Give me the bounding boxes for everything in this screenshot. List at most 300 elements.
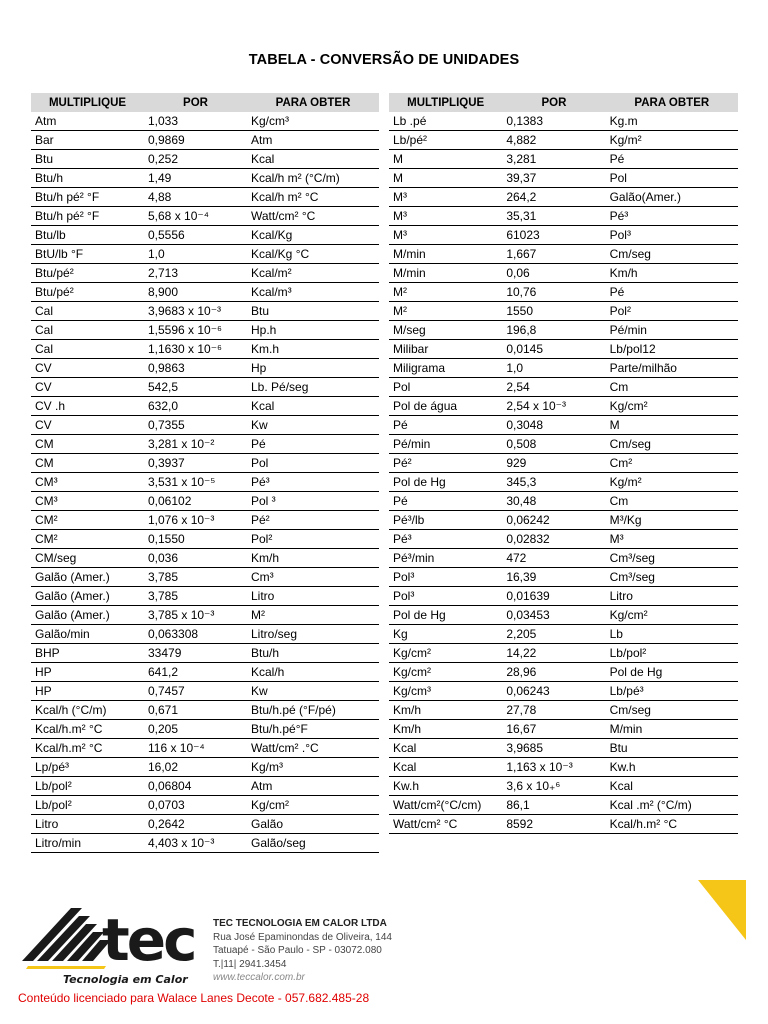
cell-multiplique: Bar (31, 131, 144, 150)
cell-para-obter: Lb/pol12 (606, 340, 738, 359)
table-row (31, 283, 379, 302)
cell-por: 0,508 (502, 435, 605, 454)
cell-para-obter: Kw (247, 682, 379, 701)
cell-para-obter: Kcal .m² (°C/m) (606, 796, 738, 815)
cell-para-obter: Lb/pol² (606, 644, 738, 663)
table-row (31, 739, 379, 758)
cell-para-obter: Kcal/h m² (°C/m) (247, 169, 379, 188)
cell-por: 2,54 (502, 378, 605, 397)
table-row (31, 378, 379, 397)
cell-por: 2,713 (144, 264, 247, 283)
cell-para-obter: Kw (247, 416, 379, 435)
cell-multiplique: M/min (389, 245, 502, 264)
cell-por: 0,3048 (502, 416, 605, 435)
cell-multiplique: CV .h (31, 397, 144, 416)
cell-para-obter: Kcal/Kg (247, 226, 379, 245)
table-row (389, 302, 738, 321)
cell-para-obter: Pé/min (606, 321, 738, 340)
cell-por: 472 (502, 549, 605, 568)
cell-por: 5,68 x 10⁻⁴ (144, 207, 247, 226)
table-row (389, 663, 738, 682)
table-header-row (389, 93, 738, 112)
cell-multiplique: Pé³ (389, 530, 502, 549)
table-row (389, 549, 738, 568)
cell-para-obter: Parte/milhão (606, 359, 738, 378)
cell-para-obter: Btu/h.pé°F (247, 720, 379, 739)
cell-multiplique: Pol³ (389, 568, 502, 587)
cell-por: 264,2 (502, 188, 605, 207)
cell-por: 1,0 (144, 245, 247, 264)
cell-multiplique: M/min (389, 264, 502, 283)
cell-multiplique: Galão (Amer.) (31, 568, 144, 587)
cell-por: 0,671 (144, 701, 247, 720)
cell-multiplique: Cal (31, 340, 144, 359)
cell-por: 0,06 (502, 264, 605, 283)
cell-por: 1,033 (144, 112, 247, 131)
cell-por: 929 (502, 454, 605, 473)
cell-para-obter: Pé (606, 150, 738, 169)
cell-para-obter: Kg/cm² (247, 796, 379, 815)
cell-para-obter: Kcal (247, 397, 379, 416)
table-row (31, 796, 379, 815)
table-row (389, 796, 738, 815)
cell-multiplique: CM² (31, 530, 144, 549)
table-row (389, 701, 738, 720)
cell-multiplique: Milibar (389, 340, 502, 359)
cell-multiplique: CV (31, 378, 144, 397)
table-row (31, 245, 379, 264)
table-row (31, 777, 379, 796)
cell-para-obter: Km/h (247, 549, 379, 568)
cell-por: 16,67 (502, 720, 605, 739)
cell-multiplique: Galão (Amer.) (31, 606, 144, 625)
cell-para-obter: Kg/cm² (606, 397, 738, 416)
cell-por: 8592 (502, 815, 605, 834)
cell-multiplique: Btu/h pé² °F (31, 188, 144, 207)
page-title: TABELA - CONVERSÃO DE UNIDADES (248, 52, 520, 68)
table-row (389, 454, 738, 473)
cell-para-obter: Km/h (606, 264, 738, 283)
table-row (31, 663, 379, 682)
cell-multiplique: Km/h (389, 720, 502, 739)
cell-multiplique: Miligrama (389, 359, 502, 378)
cell-multiplique: Kcal/h.m² °C (31, 720, 144, 739)
cell-por: 0,3937 (144, 454, 247, 473)
table-row (389, 207, 738, 226)
cell-para-obter: Litro/seg (247, 625, 379, 644)
cell-para-obter: M (606, 416, 738, 435)
cell-por: 641,2 (144, 663, 247, 682)
cell-por: 0,03453 (502, 606, 605, 625)
cell-para-obter: Kg/cm² (606, 606, 738, 625)
cell-para-obter: Watt/cm² °C (247, 207, 379, 226)
cell-por: 0,7457 (144, 682, 247, 701)
cell-multiplique: Btu/lb (31, 226, 144, 245)
table-row (389, 112, 738, 131)
cell-por: 35,31 (502, 207, 605, 226)
cell-multiplique: CM³ (31, 473, 144, 492)
cell-por: 16,02 (144, 758, 247, 777)
cell-por: 0,02832 (502, 530, 605, 549)
table-row (31, 758, 379, 777)
table-row (389, 264, 738, 283)
cell-multiplique: M² (389, 302, 502, 321)
cell-para-obter: Pol ³ (247, 492, 379, 511)
cell-multiplique: Pé³/min (389, 549, 502, 568)
cell-para-obter: Kcal/m² (247, 264, 379, 283)
cell-multiplique: HP (31, 663, 144, 682)
cell-multiplique: BtU/lb °F (31, 245, 144, 264)
cell-multiplique: CM² (31, 511, 144, 530)
cell-para-obter: Kg/m³ (247, 758, 379, 777)
cell-por: 3,531 x 10⁻⁵ (144, 473, 247, 492)
table-row (389, 416, 738, 435)
cell-multiplique: Pol de Hg (389, 606, 502, 625)
table-row (389, 150, 738, 169)
table-row (31, 302, 379, 321)
cell-multiplique: Atm (31, 112, 144, 131)
cell-por: 0,1550 (144, 530, 247, 549)
cell-multiplique: M (389, 169, 502, 188)
cell-multiplique: CV (31, 359, 144, 378)
cell-por: 2,54 x 10⁻³ (502, 397, 605, 416)
table-row (31, 264, 379, 283)
table-row (31, 397, 379, 416)
cell-para-obter: Kcal/h m² °C (247, 188, 379, 207)
header-para-obter: PARA OBTER (606, 93, 738, 112)
cell-multiplique: Pé (389, 416, 502, 435)
table-row (389, 245, 738, 264)
table-row (389, 720, 738, 739)
cell-multiplique: Btu/h pé² °F (31, 207, 144, 226)
logo-stripes-icon (22, 908, 111, 969)
cell-por: 10,76 (502, 283, 605, 302)
cell-para-obter: Galão(Amer.) (606, 188, 738, 207)
cell-para-obter: Watt/cm² .°C (247, 739, 379, 758)
cell-multiplique: Cal (31, 302, 144, 321)
table-row (31, 644, 379, 663)
table-row (31, 435, 379, 454)
table-row (389, 815, 738, 834)
cell-por: 16,39 (502, 568, 605, 587)
cell-multiplique: Lb/pé² (389, 131, 502, 150)
table-row (31, 226, 379, 245)
cell-por: 542,5 (144, 378, 247, 397)
table-row (31, 340, 379, 359)
cell-multiplique: Btu/pé² (31, 283, 144, 302)
conversion-table-left (31, 93, 379, 853)
cell-para-obter: Cm³ (247, 568, 379, 587)
cell-para-obter: Pol² (606, 302, 738, 321)
table-row (31, 815, 379, 834)
table-row (31, 454, 379, 473)
cell-para-obter: Cm/seg (606, 245, 738, 264)
cell-por: 1,5596 x 10⁻⁶ (144, 321, 247, 340)
table-row (389, 777, 738, 796)
cell-para-obter: Atm (247, 777, 379, 796)
table-row (389, 283, 738, 302)
logo-wordmark: tec (102, 906, 195, 974)
cell-multiplique: Pol (389, 378, 502, 397)
cell-multiplique: Galão/min (31, 625, 144, 644)
cell-por: 1,49 (144, 169, 247, 188)
cell-para-obter: Km.h (247, 340, 379, 359)
cell-por: 0,252 (144, 150, 247, 169)
cell-por: 3,6 x 10₊⁶ (502, 777, 605, 796)
cell-para-obter: Lb. Pé/seg (247, 378, 379, 397)
cell-para-obter: Cm² (606, 454, 738, 473)
table-row (389, 378, 738, 397)
table-row (389, 397, 738, 416)
table-row (31, 530, 379, 549)
cell-multiplique: Kg/cm³ (389, 682, 502, 701)
cell-por: 86,1 (502, 796, 605, 815)
table-row (31, 416, 379, 435)
cell-multiplique: Watt/cm²(°C/cm) (389, 796, 502, 815)
cell-por: 39,37 (502, 169, 605, 188)
cell-para-obter: Pé³ (247, 473, 379, 492)
table-row (389, 606, 738, 625)
cell-para-obter: Litro (606, 587, 738, 606)
table-row (31, 473, 379, 492)
cell-para-obter: Kcal/h.m² °C (606, 815, 738, 834)
table-row (31, 701, 379, 720)
table-row (389, 530, 738, 549)
cell-para-obter: M³/Kg (606, 511, 738, 530)
header-multiplique: MULTIPLIQUE (389, 93, 502, 112)
cell-por: 0,063308 (144, 625, 247, 644)
table-row (389, 321, 738, 340)
table-row (31, 150, 379, 169)
table-body-left (31, 112, 379, 853)
cell-multiplique: CV (31, 416, 144, 435)
table-row (31, 492, 379, 511)
company-address-street: Rua José Epaminondas de Oliveira, 144 (213, 931, 392, 943)
table-row (31, 606, 379, 625)
cell-multiplique: Km/h (389, 701, 502, 720)
cell-por: 14,22 (502, 644, 605, 663)
cell-multiplique: M³ (389, 207, 502, 226)
table-row (31, 207, 379, 226)
cell-multiplique: Litro/min (31, 834, 144, 853)
cell-multiplique: Lp/pé³ (31, 758, 144, 777)
cell-multiplique: Litro (31, 815, 144, 834)
cell-para-obter: Pé² (247, 511, 379, 530)
cell-para-obter: Btu (247, 302, 379, 321)
table-row (31, 131, 379, 150)
cell-para-obter: M/min (606, 720, 738, 739)
company-phone: T.|11| 2941.3454 (213, 958, 287, 970)
cell-por: 0,9869 (144, 131, 247, 150)
conversion-table-right (389, 93, 738, 834)
header-multiplique: MULTIPLIQUE (31, 93, 144, 112)
logo-tagline: Tecnologia em Calor (63, 973, 188, 986)
table-row (31, 112, 379, 131)
cell-para-obter: Hp.h (247, 321, 379, 340)
cell-por: 3,785 (144, 587, 247, 606)
cell-por: 0,06804 (144, 777, 247, 796)
table-row (31, 359, 379, 378)
header-para-obter: PARA OBTER (247, 93, 379, 112)
cell-para-obter: Pol (606, 169, 738, 188)
cell-multiplique: Pé/min (389, 435, 502, 454)
cell-multiplique: CM (31, 435, 144, 454)
cell-por: 0,036 (144, 549, 247, 568)
cell-para-obter: Cm/seg (606, 435, 738, 454)
cell-multiplique: Pol de água (389, 397, 502, 416)
table-row (31, 587, 379, 606)
cell-multiplique: Watt/cm² °C (389, 815, 502, 834)
cell-por: 28,96 (502, 663, 605, 682)
cell-por: 196,8 (502, 321, 605, 340)
corner-triangle-icon (698, 880, 748, 942)
cell-por: 1,163 x 10⁻³ (502, 758, 605, 777)
cell-para-obter: Kg/cm³ (247, 112, 379, 131)
cell-multiplique: Kg (389, 625, 502, 644)
table-row (389, 644, 738, 663)
cell-para-obter: Kcal/h (247, 663, 379, 682)
cell-por: 27,78 (502, 701, 605, 720)
table-header-row (31, 93, 379, 112)
cell-para-obter: Kw.h (606, 758, 738, 777)
cell-para-obter: Cm/seg (606, 701, 738, 720)
header-por: POR (144, 93, 247, 112)
cell-por: 0,1383 (502, 112, 605, 131)
table-row (31, 625, 379, 644)
company-address-city: Tatuapé - São Paulo - SP - 03072.080 (213, 945, 382, 956)
cell-multiplique: Lb .pé (389, 112, 502, 131)
cell-para-obter: Pé (247, 435, 379, 454)
cell-para-obter: Kg/m² (606, 131, 738, 150)
table-row (31, 682, 379, 701)
cell-multiplique: M/seg (389, 321, 502, 340)
cell-multiplique: Lb/pol² (31, 777, 144, 796)
company-info (213, 917, 392, 985)
table-row (389, 682, 738, 701)
cell-multiplique: BHP (31, 644, 144, 663)
cell-por: 0,01639 (502, 587, 605, 606)
cell-por: 345,3 (502, 473, 605, 492)
cell-para-obter: Btu/h.pé (°F/pé) (247, 701, 379, 720)
cell-por: 30,48 (502, 492, 605, 511)
header-por: POR (502, 93, 605, 112)
cell-por: 1550 (502, 302, 605, 321)
cell-por: 0,7355 (144, 416, 247, 435)
tec-logo (20, 880, 205, 990)
table-row (31, 834, 379, 853)
cell-multiplique: Kcal/h.m² °C (31, 739, 144, 758)
cell-por: 0,9863 (144, 359, 247, 378)
cell-por: 0,0145 (502, 340, 605, 359)
cell-por: 3,785 x 10⁻³ (144, 606, 247, 625)
table-row (31, 511, 379, 530)
cell-multiplique: Pé² (389, 454, 502, 473)
cell-multiplique: Pé (389, 492, 502, 511)
cell-por: 1,076 x 10⁻³ (144, 511, 247, 530)
cell-por: 0,06242 (502, 511, 605, 530)
cell-para-obter: Pol (247, 454, 379, 473)
cell-multiplique: Kw.h (389, 777, 502, 796)
cell-para-obter: Hp (247, 359, 379, 378)
cell-para-obter: Cm (606, 492, 738, 511)
cell-para-obter: Pol² (247, 530, 379, 549)
cell-por: 0,2642 (144, 815, 247, 834)
cell-multiplique: M³ (389, 226, 502, 245)
cell-para-obter: M³ (606, 530, 738, 549)
cell-por: 33479 (144, 644, 247, 663)
cell-por: 4,403 x 10⁻³ (144, 834, 247, 853)
table-row (389, 359, 738, 378)
cell-multiplique: M³ (389, 188, 502, 207)
cell-multiplique: M (389, 150, 502, 169)
cell-multiplique: HP (31, 682, 144, 701)
table-row (389, 226, 738, 245)
cell-para-obter: Galão (247, 815, 379, 834)
cell-para-obter: Kg.m (606, 112, 738, 131)
cell-por: 0,06243 (502, 682, 605, 701)
cell-para-obter: Lb (606, 625, 738, 644)
cell-multiplique: Pol³ (389, 587, 502, 606)
table-row (389, 131, 738, 150)
cell-multiplique: Cal (31, 321, 144, 340)
cell-multiplique: Pol de Hg (389, 473, 502, 492)
cell-multiplique: CM (31, 454, 144, 473)
cell-multiplique: Btu/h (31, 169, 144, 188)
table-row (31, 720, 379, 739)
cell-para-obter: Litro (247, 587, 379, 606)
license-notice: Conteúdo licenciado para Walace Lanes Decote - 057.682.485-28 (18, 991, 370, 1005)
cell-para-obter: Btu (606, 739, 738, 758)
cell-por: 3,785 (144, 568, 247, 587)
cell-por: 8,900 (144, 283, 247, 302)
table-row (389, 587, 738, 606)
cell-por: 3,281 x 10⁻² (144, 435, 247, 454)
table-row (389, 492, 738, 511)
table-row (31, 321, 379, 340)
cell-para-obter: Atm (247, 131, 379, 150)
cell-para-obter: M² (247, 606, 379, 625)
table-row (389, 511, 738, 530)
table-row (389, 739, 738, 758)
table-row (389, 435, 738, 454)
cell-para-obter: Btu/h (247, 644, 379, 663)
cell-multiplique: Kcal/h (°C/m) (31, 701, 144, 720)
cell-por: 0,06102 (144, 492, 247, 511)
cell-multiplique: Lb/pol² (31, 796, 144, 815)
cell-por: 2,205 (502, 625, 605, 644)
cell-multiplique: CM³ (31, 492, 144, 511)
table-row (389, 169, 738, 188)
cell-multiplique: Kg/cm² (389, 663, 502, 682)
cell-para-obter: Pé (606, 283, 738, 302)
cell-por: 0,205 (144, 720, 247, 739)
cell-multiplique: M² (389, 283, 502, 302)
cell-multiplique: Kcal (389, 758, 502, 777)
cell-por: 0,5556 (144, 226, 247, 245)
cell-multiplique: Btu (31, 150, 144, 169)
cell-para-obter: Kcal (606, 777, 738, 796)
cell-por: 0,0703 (144, 796, 247, 815)
cell-por: 3,9683 x 10⁻³ (144, 302, 247, 321)
table-row (31, 568, 379, 587)
cell-por: 632,0 (144, 397, 247, 416)
cell-multiplique: Pé³/lb (389, 511, 502, 530)
cell-para-obter: Cm³/seg (606, 549, 738, 568)
cell-por: 4,882 (502, 131, 605, 150)
cell-para-obter: Galão/seg (247, 834, 379, 853)
cell-para-obter: Pol de Hg (606, 663, 738, 682)
cell-multiplique: Kg/cm² (389, 644, 502, 663)
